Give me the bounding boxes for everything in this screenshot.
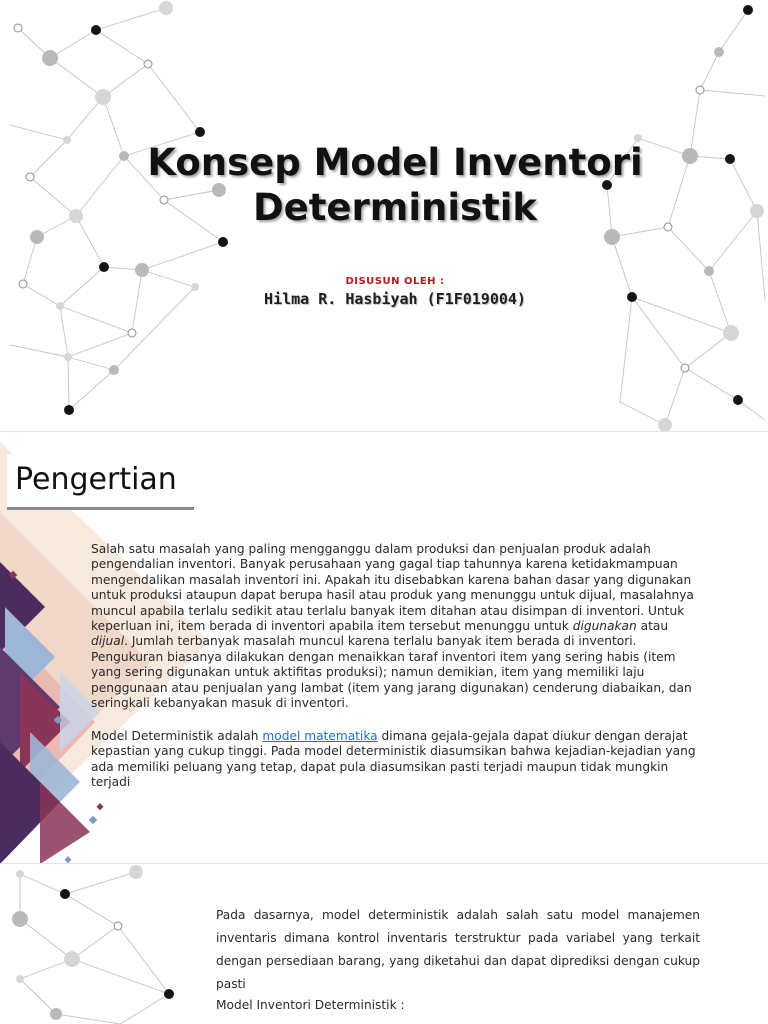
paragraph2-part-a: Model Deterministik adalah [91, 729, 263, 743]
paragraph1-emphasis-sold: dijual [91, 634, 125, 649]
paragraph-inventory-problem [91, 542, 703, 711]
author-name: Hilma R. Hasbiyah (F1F019004) [264, 290, 526, 308]
section-heading: Pengertian [15, 462, 177, 497]
cover-slide [0, 0, 768, 432]
paragraph1-part-b: atau [636, 619, 669, 634]
deterministic-model-paragraph: Pada dasarnya, model deterministik adalah salah satu model manajemen inventaris dimana kontrol inventaris terstruktur pada variabel yang terkait dengan persediaan barang, yang diketahui dan dapat diprediksi dengan cukup pasti [216, 908, 700, 991]
presentation-title [120, 140, 670, 230]
compiled-by-label: DISUSUN OLEH : [345, 276, 445, 287]
definition-slide [0, 432, 768, 864]
paragraph1-part-a: Salah satu masalah yang paling mengganggu dalam produksi dan penjualan produk adalah pengendalian inventori. Banyak perusahaan yang gagal tiap tahunnya karena ketidakmampuan mengendalikan masalah inventori ini. Apakah itu disebabkan karena bahan dasar yang digunakan untuk produksi ataupun dapat berupa hasil atau produk yang menunggu untuk dijual, masalahnya muncul apabila terlalu sedikit atau terlalu banyak item ditahan atau disimpan di inventori. Untuk keperluan ini, item berada di inventori apabila item tersebut menunggu untuk [91, 542, 694, 634]
deterministic-model-subheading: Model Inventori Deterministik : [216, 998, 405, 1012]
deterministic-model-slide [0, 864, 768, 1024]
paragraph1-emphasis-used: digunakan [572, 619, 637, 634]
paragraph-deterministic-definition [91, 729, 703, 791]
paragraph1-part-c: . Jumlah terbanyak masalah muncul karena terlalu banyak item berada di inventori. Pengukuran biasanya dilakukan dengan menaikkan taraf inventori item yang sering habis (item yang sering digunakan untuk aktifitas produksi); namun demikian, item yang memiliki laju penggunaan atau penjualan yang lambat (item yang jarang digunakan) cenderung diabaikan, dan seringkali kebanyakan masuk di inventori. [91, 634, 692, 711]
section-heading-box [7, 454, 194, 510]
title-line-1: Konsep Model Inventori [147, 141, 643, 184]
paragraph2-part-b: dimana gejala-gejala dapat diukur dengan derajat kepastian yang cukup tinggi. Pada model deterministik diasumsikan bahwa kejadian-kejadian yang ada memiliki peluang yang tetap, dapat pula diasumsikan pasti terjadi maupun tidak mungkin terjadi [91, 729, 696, 790]
title-line-2: Deterministik [252, 186, 538, 229]
network-decoration-left [0, 864, 200, 1024]
model-matematika-link[interactable]: model matematika [262, 729, 378, 743]
